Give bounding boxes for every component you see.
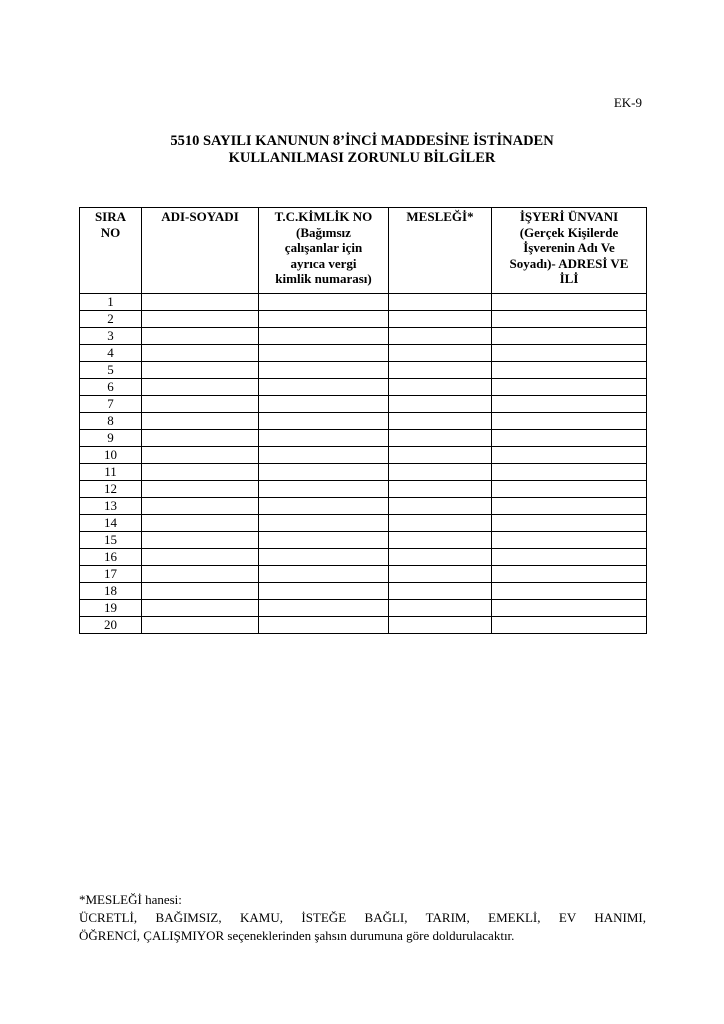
tc-id-cell[interactable]: [259, 566, 389, 583]
name-cell[interactable]: [142, 311, 259, 328]
header-line: ayrıca vergi: [290, 255, 357, 271]
name-cell[interactable]: [142, 362, 259, 379]
occupation-cell[interactable]: [389, 532, 492, 549]
workplace-cell[interactable]: [492, 617, 647, 634]
occupation-cell[interactable]: [389, 447, 492, 464]
row-number-cell: 18: [80, 583, 142, 600]
name-cell[interactable]: [142, 345, 259, 362]
header-meslegi: [389, 208, 492, 294]
workplace-cell[interactable]: [492, 600, 647, 617]
workplace-cell[interactable]: [492, 379, 647, 396]
occupation-cell[interactable]: [389, 481, 492, 498]
header-line: İşverenin Adı Ve: [523, 240, 615, 255]
tc-id-cell[interactable]: [259, 328, 389, 345]
name-cell[interactable]: [142, 294, 259, 311]
occupation-cell[interactable]: [389, 311, 492, 328]
name-cell[interactable]: [142, 600, 259, 617]
row-number-cell: 17: [80, 566, 142, 583]
workplace-cell[interactable]: [492, 362, 647, 379]
row-number-cell: 6: [80, 379, 142, 396]
header-line: kimlik numarası): [275, 271, 372, 286]
header-line: (Bağımsız: [296, 224, 351, 240]
row-number-cell: 12: [80, 481, 142, 498]
row-number-cell: 10: [80, 447, 142, 464]
occupation-cell[interactable]: [389, 413, 492, 430]
row-number-cell: 11: [80, 464, 142, 481]
header-line: (Gerçek Kişilerde: [519, 224, 619, 240]
tc-id-cell[interactable]: [259, 447, 389, 464]
occupation-cell[interactable]: [389, 515, 492, 532]
tc-id-cell[interactable]: [259, 464, 389, 481]
workplace-cell[interactable]: [492, 294, 647, 311]
tc-id-cell[interactable]: [259, 549, 389, 566]
tc-id-cell[interactable]: [259, 396, 389, 413]
tc-id-cell[interactable]: [259, 294, 389, 311]
header-line: T.C.KİMLİK NO: [274, 209, 373, 224]
tc-id-cell[interactable]: [259, 345, 389, 362]
name-cell[interactable]: [142, 498, 259, 515]
table-row: [80, 617, 647, 634]
occupation-cell[interactable]: [389, 549, 492, 566]
tc-id-cell[interactable]: [259, 362, 389, 379]
workplace-cell[interactable]: [492, 345, 647, 362]
workplace-cell[interactable]: [492, 464, 647, 481]
name-cell[interactable]: [142, 566, 259, 583]
header-adi-soyadi: [142, 208, 259, 294]
header-isyeri-unvani: [492, 208, 647, 294]
header-line: SIRA: [94, 209, 127, 224]
name-cell[interactable]: [142, 447, 259, 464]
row-number-cell: 9: [80, 430, 142, 447]
name-cell[interactable]: [142, 396, 259, 413]
footnote: [79, 891, 646, 945]
workplace-cell[interactable]: [492, 430, 647, 447]
table-row: [80, 345, 647, 362]
tc-id-cell[interactable]: [259, 600, 389, 617]
footnote-options: ÜCRETLİ, BAĞIMSIZ, KAMU, İSTEĞE BAĞLI, TARIM, EMEKLİ, EV HANIMI,: [79, 910, 646, 925]
workplace-cell[interactable]: [492, 566, 647, 583]
occupation-cell[interactable]: [389, 345, 492, 362]
tc-id-cell[interactable]: [259, 379, 389, 396]
table-row: [80, 600, 647, 617]
name-cell[interactable]: [142, 413, 259, 430]
name-cell[interactable]: [142, 532, 259, 549]
occupation-cell[interactable]: [389, 464, 492, 481]
workplace-cell[interactable]: [492, 498, 647, 515]
name-cell[interactable]: [142, 515, 259, 532]
occupation-cell[interactable]: [389, 379, 492, 396]
name-cell[interactable]: [142, 617, 259, 634]
workplace-cell[interactable]: [492, 413, 647, 430]
table-row: [80, 498, 647, 515]
row-number-cell: 20: [80, 617, 142, 634]
table-row: [80, 430, 647, 447]
tc-id-cell[interactable]: [259, 311, 389, 328]
table-row: [80, 328, 647, 345]
tc-id-cell[interactable]: [259, 583, 389, 600]
name-cell[interactable]: [142, 328, 259, 345]
row-number-cell: 3: [80, 328, 142, 345]
workplace-cell[interactable]: [492, 447, 647, 464]
workplace-cell[interactable]: [492, 311, 647, 328]
table-row: [80, 481, 647, 498]
occupation-cell[interactable]: [389, 583, 492, 600]
occupation-cell[interactable]: [389, 328, 492, 345]
tc-id-cell[interactable]: [259, 430, 389, 447]
table-row: [80, 464, 647, 481]
table-row: [80, 583, 647, 600]
name-cell[interactable]: [142, 583, 259, 600]
tc-id-cell[interactable]: [259, 413, 389, 430]
row-number-cell: 13: [80, 498, 142, 515]
header-line: MESLEĞİ*: [406, 209, 474, 224]
table-row: [80, 379, 647, 396]
workplace-cell[interactable]: [492, 328, 647, 345]
table-row: [80, 532, 647, 549]
annex-label: EK-9: [613, 95, 642, 110]
row-number-cell: 2: [80, 311, 142, 328]
header-sira-no: [80, 208, 142, 294]
row-number-cell: 19: [80, 600, 142, 617]
occupation-cell[interactable]: [389, 617, 492, 634]
header-tc-kimlik-no: [259, 208, 389, 294]
workplace-cell[interactable]: [492, 481, 647, 498]
name-cell[interactable]: [142, 430, 259, 447]
row-number-cell: 5: [80, 362, 142, 379]
occupation-cell[interactable]: [389, 600, 492, 617]
name-cell[interactable]: [142, 379, 259, 396]
table-row: [80, 362, 647, 379]
table-row: [80, 549, 647, 566]
table-row: [80, 566, 647, 583]
workplace-cell[interactable]: [492, 532, 647, 549]
name-cell[interactable]: [142, 481, 259, 498]
table-row: [80, 396, 647, 413]
occupation-cell[interactable]: [389, 294, 492, 311]
row-number-cell: 14: [80, 515, 142, 532]
footnote-title: *MESLEĞİ hanesi:: [79, 892, 182, 907]
table-row: [80, 294, 647, 311]
occupation-cell[interactable]: [389, 362, 492, 379]
occupation-cell[interactable]: [389, 566, 492, 583]
footnote-instruction: ÖĞRENCİ, ÇALIŞMIYOR seçeneklerinden şahsın durumuna göre doldurulacaktır.: [79, 928, 515, 943]
table-row: [80, 515, 647, 532]
title-line-2: KULLANILMASI ZORUNLU BİLGİLER: [228, 150, 496, 166]
name-cell[interactable]: [142, 549, 259, 566]
tc-id-cell[interactable]: [259, 498, 389, 515]
table-row: [80, 413, 647, 430]
table-header-row: [80, 208, 647, 294]
row-number-cell: 15: [80, 532, 142, 549]
row-number-cell: 8: [80, 413, 142, 430]
workplace-cell[interactable]: [492, 515, 647, 532]
header-line: Soyadı)- ADRESİ VE: [509, 255, 629, 271]
occupation-cell[interactable]: [389, 430, 492, 447]
workplace-cell[interactable]: [492, 549, 647, 566]
title-line-1: 5510 SAYILI KANUNUN 8’İNCİ MADDESİNE İSTİNADEN: [170, 133, 554, 149]
header-line: çalışanlar için: [284, 240, 363, 255]
row-number-cell: 4: [80, 345, 142, 362]
row-number-cell: 7: [80, 396, 142, 413]
header-line: ADI-SOYADI: [161, 209, 239, 224]
workplace-cell[interactable]: [492, 396, 647, 413]
tc-id-cell[interactable]: [259, 515, 389, 532]
tc-id-cell[interactable]: [259, 481, 389, 498]
row-number-cell: 16: [80, 549, 142, 566]
occupation-cell[interactable]: [389, 498, 492, 515]
occupation-cell[interactable]: [389, 396, 492, 413]
workplace-cell[interactable]: [492, 583, 647, 600]
table-row: [80, 447, 647, 464]
tc-id-cell[interactable]: [259, 532, 389, 549]
header-line: İŞYERİ ÜNVANI: [519, 209, 619, 224]
header-line: İLİ: [559, 271, 579, 286]
header-line: NO: [100, 224, 121, 240]
name-cell[interactable]: [142, 464, 259, 481]
document-title: [60, 133, 664, 167]
information-table: [79, 207, 647, 634]
tc-id-cell[interactable]: [259, 617, 389, 634]
row-number-cell: 1: [80, 294, 142, 311]
table-row: [80, 311, 647, 328]
